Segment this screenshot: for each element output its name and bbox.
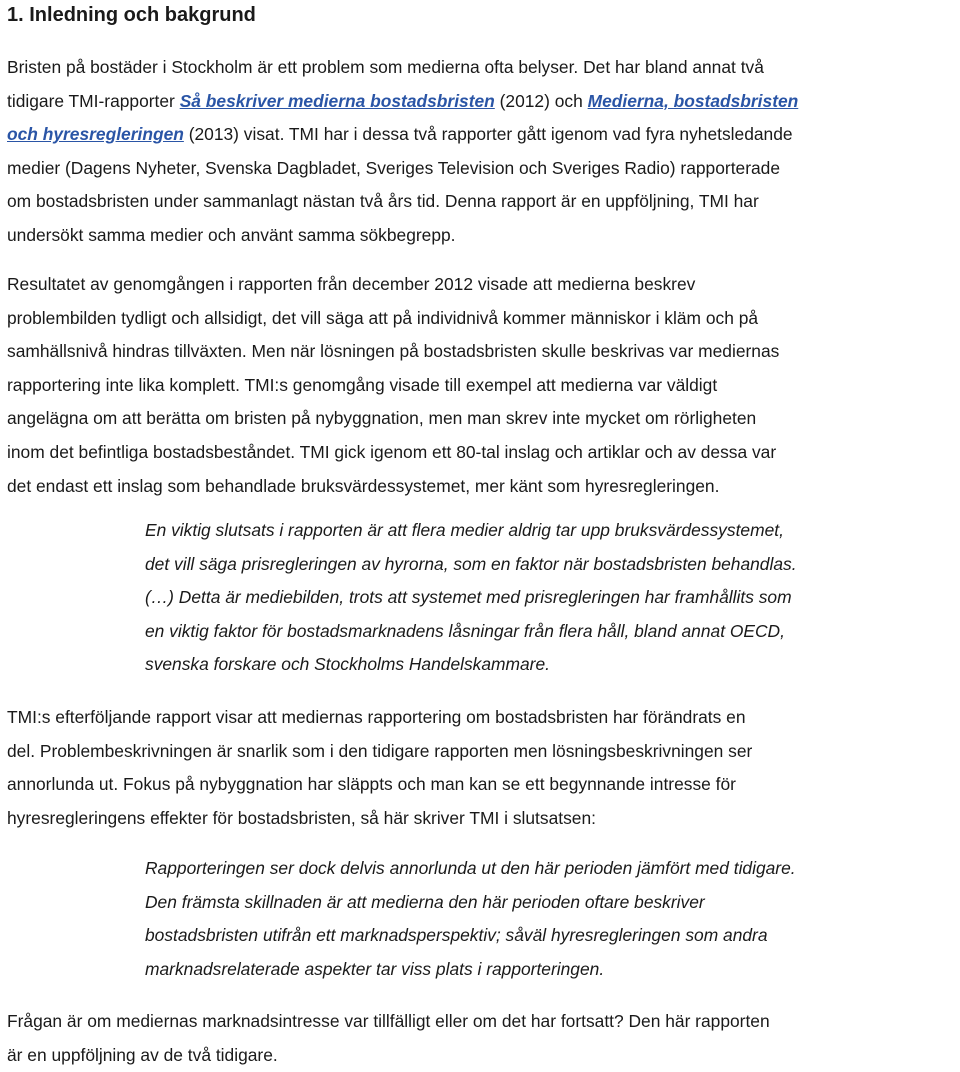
text-line: angelägna om att berätta om bristen på nybyggnation, men man skrev inte mycket om rörligheten <box>7 408 757 429</box>
text-segment: (2013) visat. TMI har i dessa två rapporter gått igenom vad fyra nyhetsledande <box>183 124 793 145</box>
text-line: Resultatet av genomgången i rapporten från december 2012 visade att medierna beskrev <box>7 274 696 294</box>
paragraph-results <box>7 268 955 503</box>
text-line: medier (Dagens Nyheter, Svenska Dagbladet, Sveriges Television och Sveriges Radio) rapporterade <box>7 157 781 178</box>
text-line: del. Problembeskrivningen är snarlik som i den tidigare rapporten men lösningsbeskrivningen ser <box>7 740 753 761</box>
blockquote-conclusion-2013 <box>145 852 955 986</box>
quote-line: Rapporteringen ser dock delvis annorlunda ut den här perioden jämfört med tidigare. <box>145 858 796 878</box>
text-line: hyresregleringens effekter för bostadsbristen, så här skriver TMI i slutsatsen: <box>7 807 596 828</box>
text-line: Bristen på bostäder i Stockholm är ett problem som medierna ofta belyser. Det har bland annat två <box>7 57 764 77</box>
text-line: om bostadsbristen under sammanlagt nästan två års tid. Denna rapport är en uppföljning, TMI har <box>7 191 759 212</box>
blockquote-conclusion-2012 <box>145 514 955 682</box>
paragraph-followup <box>7 701 955 835</box>
report-link-2013-part1[interactable]: Medierna, bostadsbristen <box>587 90 799 111</box>
text-line <box>7 118 955 152</box>
text-line: undersökt samma medier och använt samma sökbegrepp. <box>7 224 456 245</box>
text-line: samhällsnivå hindras tillväxten. Men när lösningen på bostadsbristen skulle beskrivas var mediernas <box>7 341 780 362</box>
quote-line: en viktig faktor för bostadsmarknadens låsningar från flera håll, bland annat OECD, <box>145 620 785 641</box>
text-line: det endast ett inslag som behandlade bruksvärdessystemet, mer känt som hyresregleringen. <box>7 475 720 496</box>
text-segment: (2012) och <box>494 90 588 111</box>
quote-line: det vill säga prisregleringen av hyrorna, som en faktor när bostadsbristen behandlas. <box>145 553 797 574</box>
text-line: annorlunda ut. Fokus på nybyggnation har släppts och man kan se ett begynnande intresse för <box>7 774 736 795</box>
text-segment: tidigare TMI-rapporter <box>7 90 180 111</box>
text-line <box>7 85 955 119</box>
paragraph-intro <box>7 51 955 253</box>
text-line: problembilden tydligt och allsidigt, det vill säga att på individnivå kommer människor i kläm och på <box>7 307 759 328</box>
report-link-2013-part2[interactable]: och hyresregleringen <box>7 124 184 145</box>
paragraph-question <box>7 1005 955 1072</box>
text-line: TMI:s efterföljande rapport visar att mediernas rapportering om bostadsbristen har förändrats en <box>7 707 746 727</box>
quote-line: En viktig slutsats i rapporten är att flera medier aldrig tar upp bruksvärdessystemet, <box>145 520 784 540</box>
section-heading: 1. Inledning och bakgrund <box>7 4 256 26</box>
quote-line: (…) Detta är mediebilden, trots att systemet med prisregleringen har framhållits som <box>145 587 792 608</box>
text-line: rapportering inte lika komplett. TMI:s genomgång visade till exempel att medierna var väldigt <box>7 374 718 395</box>
quote-line: Den främsta skillnaden är att medierna den här perioden oftare beskriver <box>145 891 705 912</box>
text-line: är en uppföljning av de två tidigare. <box>7 1044 278 1065</box>
report-link-2012[interactable]: Så beskriver medierna bostadsbristen <box>179 90 495 111</box>
text-line: inom det befintliga bostadsbeståndet. TMI gick igenom ett 80-tal inslag och artiklar och av dessa var <box>7 441 777 462</box>
text-line: Frågan är om mediernas marknadsintresse var tillfälligt eller om det har fortsatt? Den här rapporten <box>7 1011 770 1031</box>
quote-line: bostadsbristen utifrån ett marknadsperspektiv; såväl hyresregleringen som andra <box>145 925 768 946</box>
quote-line: marknadsrelaterade aspekter tar viss plats i rapporteringen. <box>145 958 605 979</box>
quote-line: svenska forskare och Stockholms Handelskammare. <box>145 654 550 675</box>
